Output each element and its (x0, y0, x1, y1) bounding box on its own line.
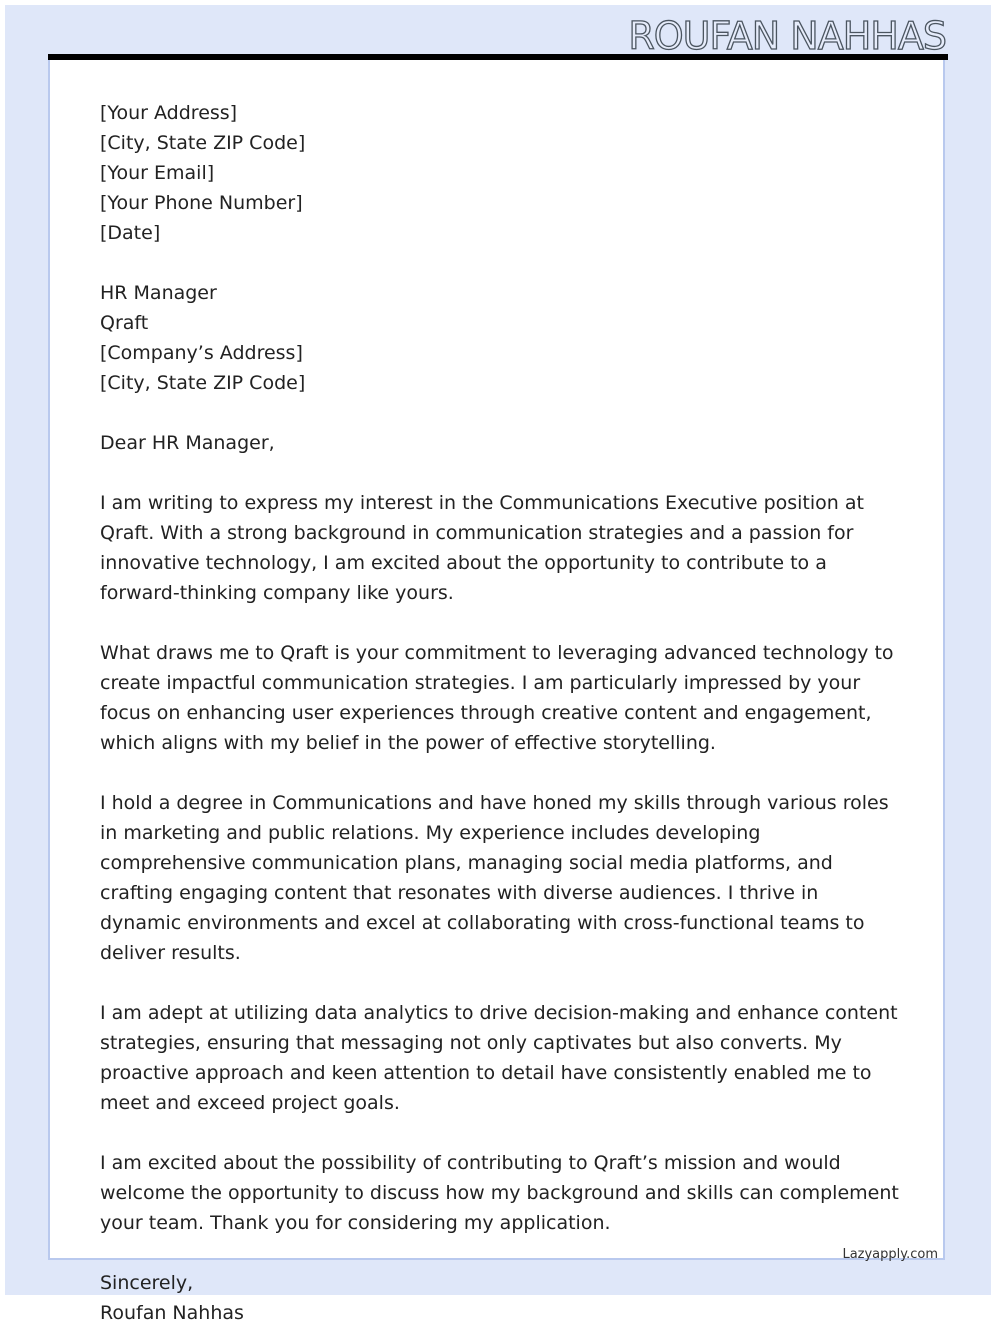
recipient-city: [City, State ZIP Code] (100, 372, 306, 394)
body-paragraph-5: I am excited about the possibility of contributing to Qraft’s mission and would welcome the opportunity to discuss how my background and skills can complement your team. Thank you for considering my application. (100, 1152, 899, 1234)
recipient-title: HR Manager (100, 282, 217, 304)
body-paragraph-4: I am adept at utilizing data analytics to drive decision-making and enhance content strategies, ensuring that messaging not only captivates but also converts. My proactive approach and keen attention to detail have consistently enabled me to meet and exceed project goals. (100, 1002, 898, 1114)
salutation: Dear HR Manager, (100, 432, 275, 454)
recipient-company: Qraft (100, 312, 149, 334)
applicant-name: ROUFAN NAHHAS (628, 14, 946, 58)
sender-city: [City, State ZIP Code] (100, 132, 306, 154)
signature: Roufan Nahhas (100, 1302, 244, 1324)
sender-address: [Your Address] (100, 102, 238, 124)
sender-email: [Your Email] (100, 162, 215, 184)
footer-brand: Lazyapply.com (842, 1247, 938, 1262)
body-paragraph-2: What draws me to Qraft is your commitment to leveraging advanced technology to create impactful communication strategies. I am particularly impressed by your focus on enhancing user experiences through creative content and engagement, which aligns with my belief in the power of effective storytelling. (100, 642, 894, 754)
sender-phone: [Your Phone Number] (100, 192, 303, 214)
recipient-address: [Company’s Address] (100, 342, 303, 364)
valediction: Sincerely, (100, 1272, 194, 1294)
cover-letter (100, 98, 900, 1328)
body-paragraph-3: I hold a degree in Communications and have honed my skills through various roles in marketing and public relations. My experience includes developing comprehensive communication plans, managing social media platforms, and crafting engaging content that resonates with diverse audiences. I thrive in dynamic environments and excel at collaborating with cross-functional teams to deliver results. (100, 792, 889, 964)
body-paragraph-1: I am writing to express my interest in the Communications Executive position at Qraft. With a strong background in communication strategies and a passion for innovative technology, I am excited about the opportunity to contribute to a forward-thinking company like yours. (100, 492, 864, 604)
letter-date: [Date] (100, 222, 161, 244)
